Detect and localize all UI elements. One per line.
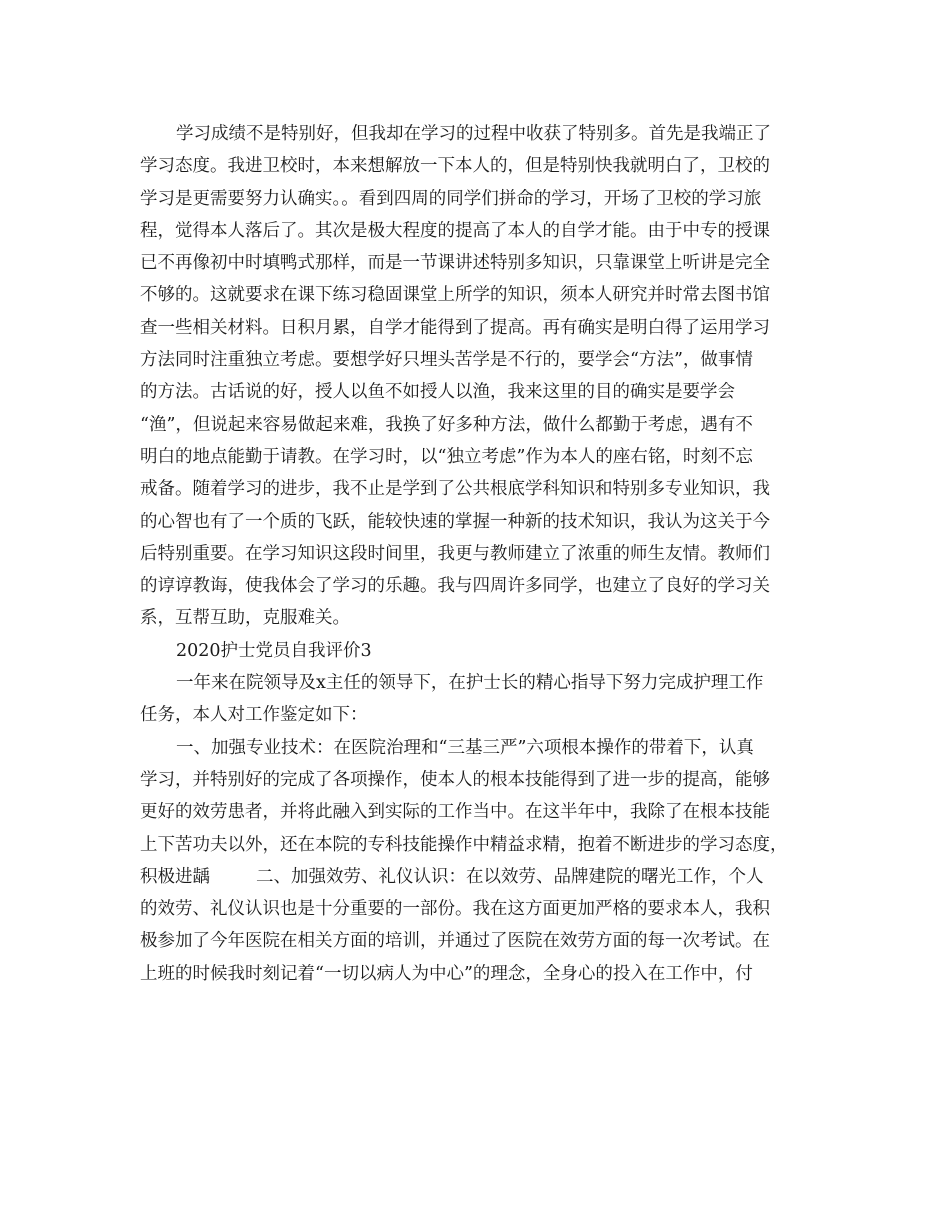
paragraph-line: 查一些相关材料。日积月累，自学才能得到了提高。再有确实是明白得了运用学习 [140,317,770,338]
paragraph-line: 后特别重要。在学习知识这段时间里，我更与教师建立了浓重的师生友情。教师们 [140,543,770,564]
paragraph-line: 已不再像初中时填鸭式那样，而是一节课讲述特别多知识，只靠课堂上听讲是完全 [140,253,770,274]
paragraph-line: 系，互帮互助，克服难关。 [140,608,350,629]
paragraph-line: 上班的时候我时刻记着“一切以病人为中心”的理念，全身心的投入在工作中，付 [140,963,753,984]
paragraph-line: 任务，本人对工作鉴定如下： [140,705,368,726]
paragraph-line: 学习态度。我进卫校时，本来想解放一下本人的，但是特别快我就明白了，卫校的 [140,156,770,177]
paragraph-line: 的方法。古话说的好，授人以鱼不如授人以渔，我来这里的目的确实是要学会 [140,382,735,403]
paragraph-fragment: 积极进龋 [140,866,210,887]
section-heading: 2020护士党员自我评价3 [176,640,372,661]
paragraph-line: 的心智也有了一个质的飞跃，能较快速的掌握一种新的技术知识，我认为这关于今 [140,511,770,532]
paragraph-line: 的谆谆教诲，使我体会了学习的乐趣。我与四周许多同学，也建立了良好的学习关 [140,576,770,597]
paragraph-line: 不够的。这就要求在课下练习稳固课堂上所学的知识，须本人研究并时常去图书馆 [140,285,770,306]
paragraph-line: 明白的地点能勤于请教。在学习时，以“独立考虑”作为本人的座右铭，时刻不忘 [140,446,753,467]
document-body [140,118,820,990]
paragraph-line: 的效劳、礼仪认识也是十分重要的一部份。我在这方面更加严格的要求本人，我积 [140,899,770,920]
paragraph-line: “渔”，但说起来容易做起来难，我换了好多种方法，做什么都勤于考虑，遇有不 [140,414,753,435]
paragraph-line: 学习是更需要努力认确实。。看到四周的同学们拼命的学习，开场了卫校的学习旅 [140,188,762,209]
paragraph-line: 程，觉得本人落后了。其次是极大程度的提高了本人的自学才能。由于中专的授课 [140,220,770,241]
paragraph-line: 更好的效劳患者，并将此融入到实际的工作当中。在这半年中，我除了在根本技能 [140,802,770,823]
paragraph-line: 一、加强专业技术：在医院治理和“三基三严”六项根本操作的带着下，认真 [176,737,754,758]
paragraph-line: 学习，并特别好的完成了各项操作，使本人的根本技能得到了进一步的提高，能够 [140,769,770,790]
paragraph-line: 极参加了今年医院在相关方面的培训，并通过了医院在效劳方面的每一次考试。在 [140,931,770,952]
paragraph-line [140,861,820,893]
paragraph-line: 学习成绩不是特别好，但我却在学习的过程中收获了特别多。首先是我端正了 [176,124,771,144]
paragraph-line: 戒备。随着学习的进步，我不止是学到了公共根底学科知识和特别多专业知识，我 [140,479,770,500]
paragraph-line: 方法同时注重独立考虑。要想学好只埋头苦学是不行的，要学会“方法”，做事情 [140,350,753,371]
paragraph-fragment: 二、加强效劳、礼仪认识：在以效劳、品牌建院的曙光工作，个人 [256,866,764,887]
paragraph-line: 上下苦功夫以外，还在本院的专科技能操作中精益求精，抱着不断进步的学习态度， [140,834,788,855]
paragraph-line: 一年来在院领导及x主任的领导下，在护士长的精心指导下努力完成护理工作 [176,673,764,694]
